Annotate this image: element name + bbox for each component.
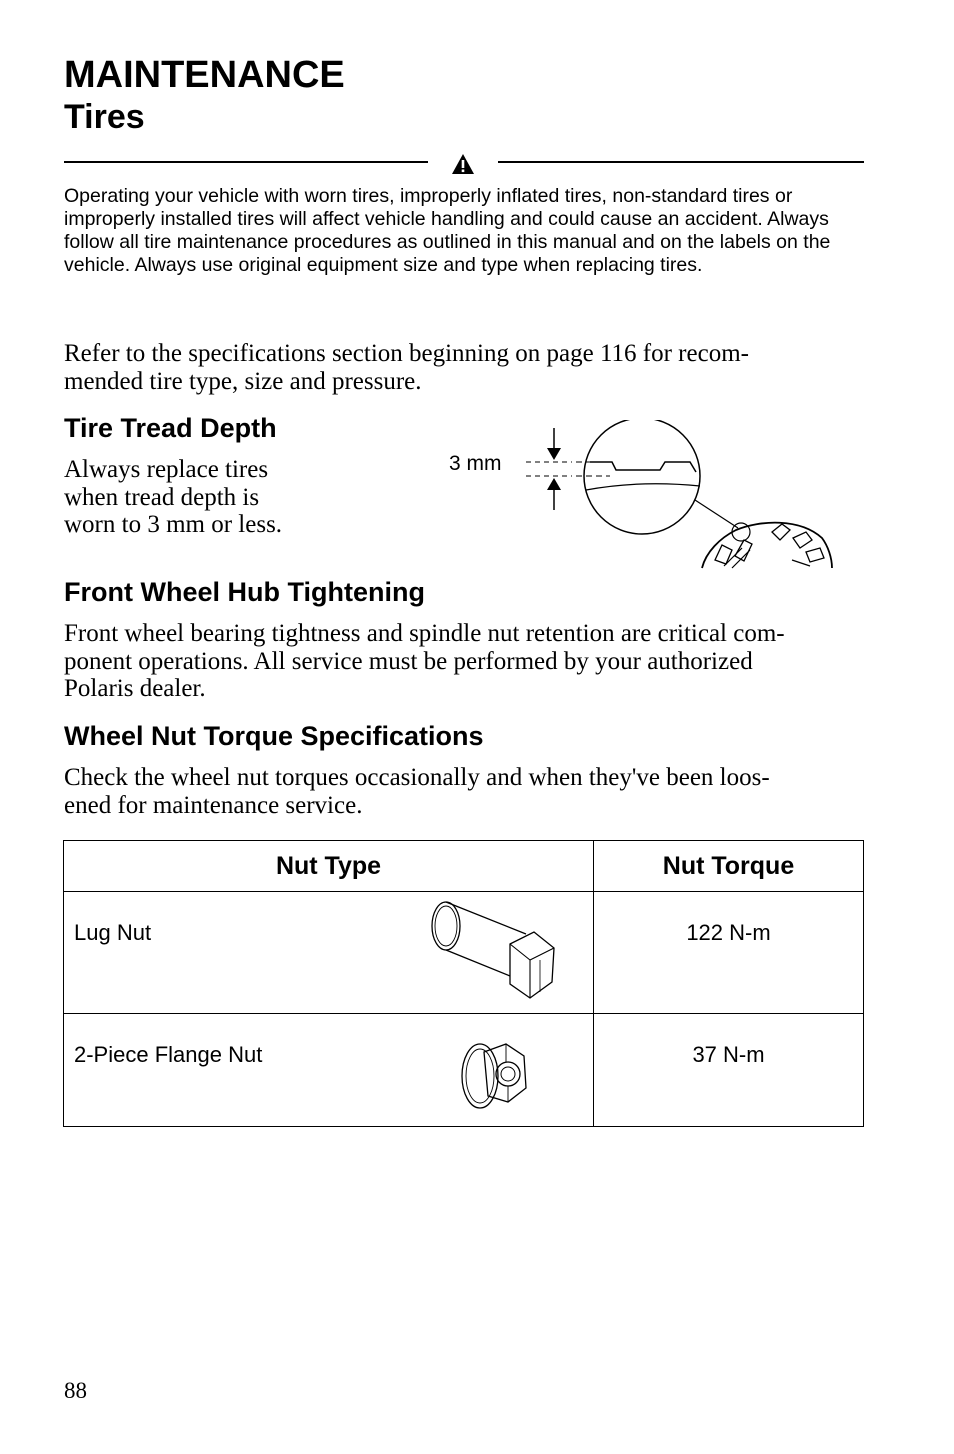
warning-triangle-icon xyxy=(451,153,475,175)
torque-line-2: ened for maintenance service. xyxy=(64,791,363,819)
cell-flange-nut xyxy=(64,1014,594,1127)
tread-depth-heading: Tire Tread Depth xyxy=(64,413,277,443)
hub-line-1: Front wheel bearing tightness and spindle nut retention are critical com- xyxy=(64,620,785,647)
cell-flange-nut-torque xyxy=(594,1014,864,1127)
tread-line-1: Always replace tires xyxy=(64,456,269,483)
flange-nut-label: 2-Piece Flange Nut xyxy=(74,1042,263,1067)
header-nut-type: Nut Type xyxy=(64,841,594,892)
torque-paragraph xyxy=(64,764,924,819)
hub-paragraph xyxy=(64,620,924,703)
flange-nut-icon xyxy=(458,1036,530,1110)
lug-nut-icon xyxy=(426,898,562,1002)
tread-line-3: worn to 3 mm or less. xyxy=(64,511,283,538)
torque-spec-table xyxy=(63,840,864,1127)
hub-line-3: Polaris dealer. xyxy=(64,675,206,702)
intro-line-1: Refer to the specifications section beginning on page 116 for recom- xyxy=(64,340,749,367)
cell-lug-nut xyxy=(64,892,594,1014)
warning-rule-left xyxy=(64,161,428,163)
table-row xyxy=(64,892,864,1014)
intro-paragraph xyxy=(64,340,904,395)
intro-line-2: mended tire type, size and pressure. xyxy=(64,367,422,395)
hub-heading: Front Wheel Hub Tightening xyxy=(64,577,425,607)
cell-lug-nut-torque xyxy=(594,892,864,1014)
page-title: Tires xyxy=(64,98,145,136)
header-nut-torque: Nut Torque xyxy=(594,841,864,892)
torque-line-1: Check the wheel nut torques occasionally and when they've been loos- xyxy=(64,764,770,791)
tread-depth-paragraph xyxy=(64,456,384,539)
torque-heading: Wheel Nut Torque Specifications xyxy=(64,721,484,751)
warning-text: Operating your vehicle with worn tires, improperly inflated tires, non-standard tires or improperly installed tires will affect vehicle handling and could cause an accident. Always follow all tire maintenance procedures as outlined in this manual and on the labels on the vehicle. Always use original equipment size and type when replacing tires. xyxy=(64,185,831,276)
section-title: MAINTENANCE xyxy=(64,54,345,96)
page-number: 88 xyxy=(64,1378,87,1403)
tread-depth-label: 3 mm xyxy=(449,452,502,475)
lug-nut-torque-value: 122 N-m xyxy=(686,920,771,945)
hub-line-2: ponent operations. All service must be performed by your authorized xyxy=(64,647,753,675)
warning-rule-right xyxy=(498,161,864,163)
flange-nut-torque-value: 37 N-m xyxy=(692,1042,765,1067)
table-row xyxy=(64,1014,864,1127)
tread-depth-diagram xyxy=(510,420,850,570)
table-header-row xyxy=(64,841,864,892)
tread-line-2: when tread depth is xyxy=(64,483,260,511)
lug-nut-label: Lug Nut xyxy=(74,920,152,945)
